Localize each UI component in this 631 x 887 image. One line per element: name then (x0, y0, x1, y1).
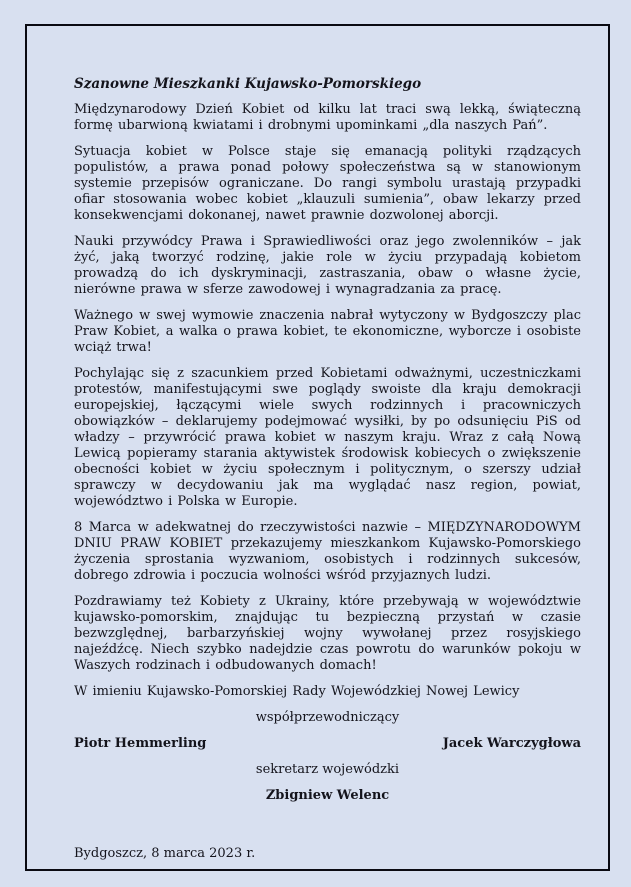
letter-content (27, 26, 608, 862)
place-and-date: Bydgoszcz, 8 marca 2023 r. (74, 846, 256, 861)
letter-border-frame (25, 24, 610, 871)
paragraph-ukraine-greetings: Pozdrawiamy też Kobiety z Ukrainy, które przebywają w województwie kujawsko-pomorskim, znajdując tu bezpieczną przystań w czasie bezwzględnej, barbarzyńskiej wojny wywołanej przez rosyjskiego najeźdźcę. Niech szybko nadejdzie czas powrotu do warunków pokoju w Waszych rodzinach i odbudowanych domach! (74, 594, 581, 673)
signature-name-piotr-hemmerling: Piotr Hemmerling (74, 736, 207, 751)
signature-name-jacek-warczyglowa: Jacek Warczygłowa (442, 736, 581, 751)
paragraph-declaration: Pochylając się z szacunkiem przed Kobietami odważnymi, uczestniczkami protestów, manifestującymi swe poglądy swoiste dla kraju demokracji europejskiej, łączącymi wiele swych rodzinnych i pracowniczych obowiązków – deklarujemy podejmować wysiłki, by po odsunięciu PiS od władzy – przywrócić prawa kobiet w naszym kraju. Wraz z całą Nową Lewicą popieramy starania aktywistek środowisk kobiecych o zwiększenie obecności kobiet w życiu społecznym i politycznym, o szerszy udział sprawczy w decydowaniu jak ma wyglądać nasz region, powiat, województwo i Polska w Europie. (74, 366, 581, 509)
paragraph-wishes: 8 Marca w adekwatnej do rzeczywistości nazwie – MIĘDZYNARODOWYM DNIU PRAW KOBIET przekazujemy mieszkankom Kujawsko-Pomorskiego życzenia sprostania wyzwaniom, osobistych i rodzinnych sukcesów, dobrego zdrowia i poczucia wolności wśród przyjaznych ludzi. (74, 520, 581, 583)
paragraph-bydgoszcz-square: Ważnego w swej wymowie znaczenia nabrał wytyczony w Bydgoszczy plac Praw Kobiet, a walka o prawa kobiet, te ekonomiczne, wyborcze i osobiste wciąż trwa! (74, 308, 581, 355)
paragraph-womens-day-intro: Międzynarodowy Dzień Kobiet od kilku lat traci swą lekką, świąteczną formę ubarwioną kwiatami i drobnymi upominkami „dla naszych Pań”. (74, 102, 581, 133)
letter-heading: Szanowne Mieszkanki Kujawsko-Pomorskiego (74, 76, 422, 92)
signature-name-zbigniew-welenc: Zbigniew Welenc (265, 788, 390, 803)
paragraph-on-behalf: W imieniu Kujawsko-Pomorskiej Rady Wojewódzkiej Nowej Lewicy (74, 684, 520, 699)
co-chair-names-row (74, 736, 581, 752)
paragraph-situation-of-women: Sytuacja kobiet w Polsce staje się emanacją polityki rządzących populistów, a prawa ponad połowy społeczeństwa są w stanowionym systemie przepisów ograniczane. Do rangi symbolu urastają przypadki ofiar stosowania wobec kobiet „klauzuli sumienia”, obaw lekarzy przed konsekwencjami dokonanej, nawet prawnie dozwolonej aborcji. (74, 144, 581, 223)
paragraph-pis-criticism: Nauki przywódcy Prawa i Sprawiedliwości oraz jego zwolenników – jak żyć, jaką tworzyć rodzinę, jakie role w życiu przypadają kobietom prowadzą do ich dyskryminacji, zastraszania, obaw o własne życie, nierówne prawa w sferze zawodowej i wynagradzania za pracę. (74, 234, 581, 297)
co-chair-title: współprzewodniczący (255, 710, 400, 725)
secretary-title: sekretarz wojewódzki (255, 762, 400, 777)
